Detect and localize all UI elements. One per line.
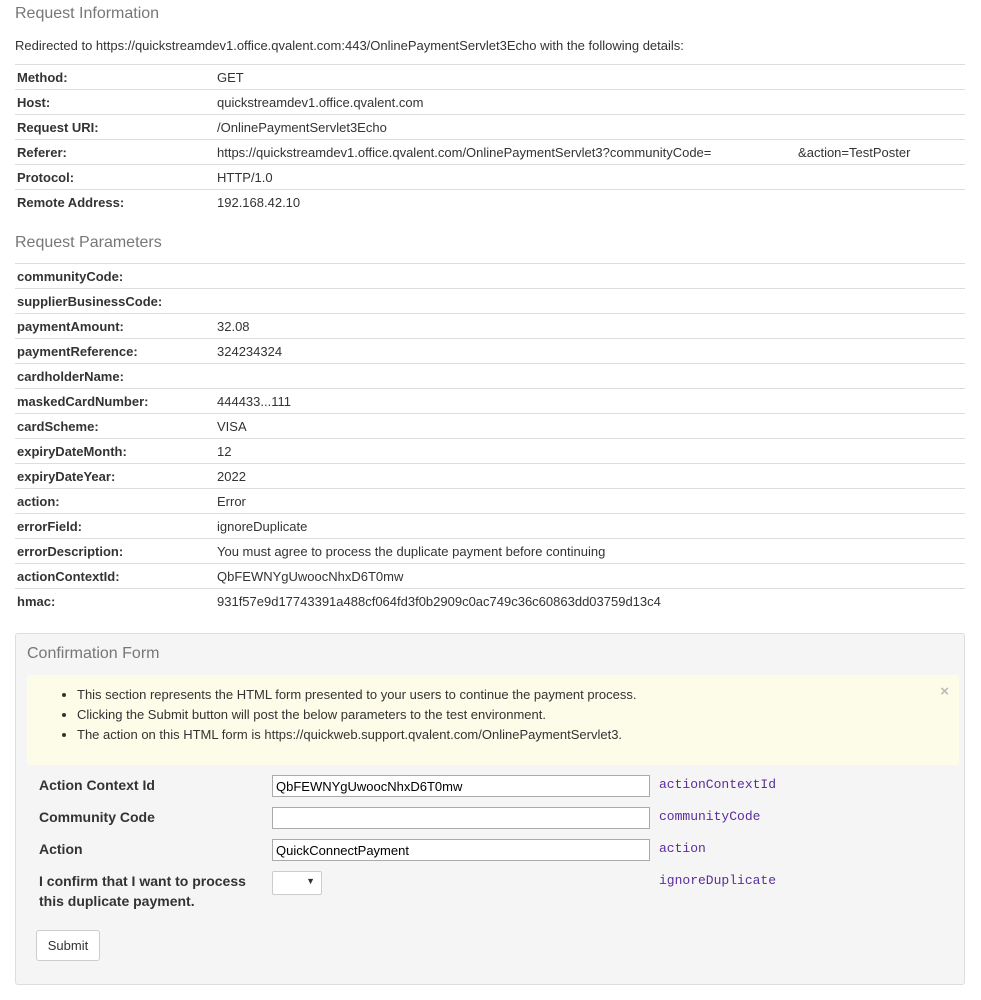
row-label: paymentReference: xyxy=(15,339,215,364)
row-value: ignoreDuplicate xyxy=(215,514,965,539)
action-context-id-input[interactable] xyxy=(272,775,650,797)
redirect-info: Redirected to https://quickstreamdev1.office.qvalent.com:443/OnlinePaymentServlet3Echo with the following details: xyxy=(15,38,684,53)
row-label: actionContextId: xyxy=(15,564,215,589)
row-label: paymentAmount: xyxy=(15,314,215,339)
row-label: Method: xyxy=(15,65,215,90)
row-value xyxy=(215,289,965,314)
row-label: communityCode: xyxy=(15,264,215,289)
row-value: 32.08 xyxy=(215,314,965,339)
table-row xyxy=(15,589,965,614)
field-label: I confirm that I want to process this duplicate payment. xyxy=(39,873,246,909)
table-row xyxy=(15,140,965,165)
row-label: supplierBusinessCode: xyxy=(15,289,215,314)
row-value: GET xyxy=(215,65,965,90)
row-value: 444433...111 xyxy=(215,389,965,414)
table-row xyxy=(15,539,965,564)
row-label: errorField: xyxy=(15,514,215,539)
field-name: ignoreDuplicate xyxy=(659,873,777,888)
table-row xyxy=(15,65,965,90)
community-code-input[interactable] xyxy=(272,807,650,829)
row-label: action: xyxy=(15,489,215,514)
row-label: Protocol: xyxy=(15,165,215,190)
row-label: Request URI: xyxy=(15,115,215,140)
action-input[interactable] xyxy=(272,839,650,861)
row-label: Remote Address: xyxy=(15,190,215,215)
field-name: actionContextId xyxy=(659,777,777,792)
row-label: errorDescription: xyxy=(15,539,215,564)
row-value: You must agree to process the duplicate payment before continuing xyxy=(215,539,965,564)
close-icon[interactable]: × xyxy=(940,683,949,700)
row-value: HTTP/1.0 xyxy=(215,165,965,190)
table-row xyxy=(15,90,965,115)
confirm-duplicate-select[interactable] xyxy=(272,871,322,895)
table-row xyxy=(15,115,965,140)
field-label: Action xyxy=(39,841,83,857)
request-information-heading: Request Information xyxy=(15,5,160,22)
row-value: 12 xyxy=(215,439,965,464)
row-value: Error xyxy=(215,489,965,514)
info-alert xyxy=(27,675,959,765)
row-value: 931f57e9d17743391a488cf064fd3f0b2909c0ac749c36c60863dd03759d13c4 xyxy=(215,589,965,614)
table-row xyxy=(15,165,965,190)
table-row xyxy=(15,339,965,364)
row-label: maskedCardNumber: xyxy=(15,389,215,414)
alert-item: • Clicking the Submit button will post the below parameters to the test environment. xyxy=(77,705,959,725)
table-row xyxy=(15,464,965,489)
row-value: quickstreamdev1.office.qvalent.com xyxy=(215,90,965,115)
row-label: expiryDateMonth: xyxy=(15,439,215,464)
row-label: Referer: xyxy=(15,140,215,165)
field-label: Community Code xyxy=(39,809,155,825)
row-value: VISA xyxy=(215,414,965,439)
table-row xyxy=(15,489,965,514)
row-value xyxy=(215,264,965,289)
table-row xyxy=(15,314,965,339)
row-value: /OnlinePaymentServlet3Echo xyxy=(215,115,965,140)
table-row xyxy=(15,289,965,314)
table-row xyxy=(15,190,965,215)
row-label: cardScheme: xyxy=(15,414,215,439)
request-parameters-heading: Request Parameters xyxy=(15,234,162,251)
row-label: cardholderName: xyxy=(15,364,215,389)
table-row xyxy=(15,514,965,539)
alert-item: • The action on this HTML form is https://quickweb.support.qvalent.com/OnlinePaymentServlet3. xyxy=(77,725,959,745)
table-row xyxy=(15,414,965,439)
table-row xyxy=(15,264,965,289)
row-value: QbFEWNYgUwoocNhxD6T0mw xyxy=(215,564,965,589)
table-row xyxy=(15,564,965,589)
row-label: expiryDateYear: xyxy=(15,464,215,489)
request-info-table xyxy=(15,64,965,214)
request-params-table xyxy=(15,263,965,613)
field-label: Action Context Id xyxy=(39,777,155,793)
row-label: hmac: xyxy=(15,589,215,614)
confirmation-form-heading: Confirmation Form xyxy=(27,645,160,662)
row-value: https://quickstreamdev1.office.qvalent.com/OnlinePaymentServlet3?communityCode= &action=TestPoster xyxy=(215,140,965,165)
table-row xyxy=(15,389,965,414)
row-value xyxy=(215,364,965,389)
chevron-down-icon: ▼ xyxy=(306,876,315,886)
table-row xyxy=(15,439,965,464)
field-name: action xyxy=(659,841,706,856)
row-value: 324234324 xyxy=(215,339,965,364)
confirmation-form-panel xyxy=(15,633,965,985)
row-value: 2022 xyxy=(215,464,965,489)
alert-item: • This section represents the HTML form presented to your users to continue the payment process. xyxy=(77,685,959,705)
submit-button[interactable]: Submit xyxy=(36,930,100,961)
row-label: Host: xyxy=(15,90,215,115)
table-row xyxy=(15,364,965,389)
field-name: communityCode xyxy=(659,809,761,824)
row-value: 192.168.42.10 xyxy=(215,190,965,215)
